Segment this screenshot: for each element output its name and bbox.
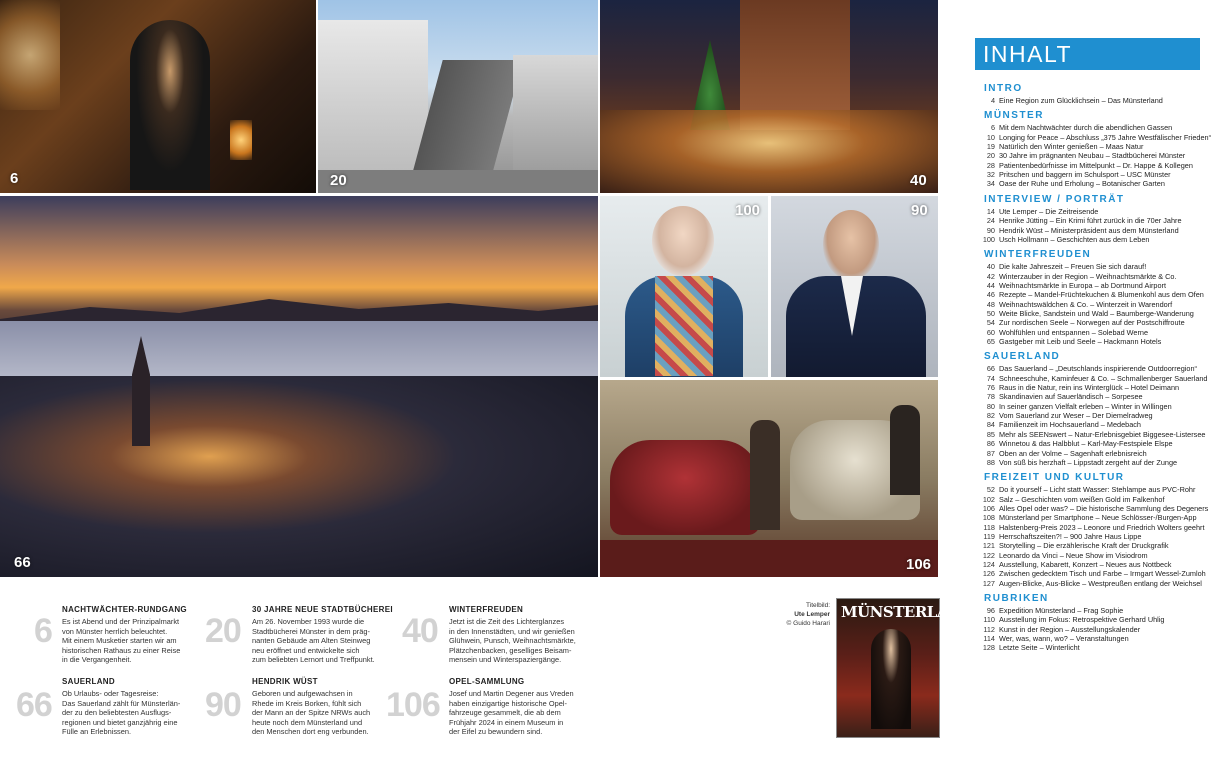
cover-person: Ute Lemper: [794, 611, 830, 618]
toc-entry-page: 54: [986, 318, 995, 328]
toc-entry-page: 126: [982, 569, 995, 579]
toc-entry[interactable]: [975, 96, 1200, 105]
caption-title: SAUERLAND: [62, 677, 115, 686]
photo-sauerland: [0, 196, 598, 577]
toc-entry[interactable]: [975, 625, 1200, 634]
toc-entry-page: 88: [986, 457, 995, 467]
caption-number: 66: [16, 686, 52, 724]
toc-entry[interactable]: [975, 569, 1206, 579]
toc-entry[interactable]: [975, 262, 1200, 271]
caption-number: 40: [402, 612, 438, 650]
toc-entry-text: In seiner ganzen Vielfalt erleben – Winter in Willingen: [999, 401, 1172, 411]
toc-entry-page: 74: [986, 373, 995, 383]
toc-entry-page: 24: [986, 216, 995, 226]
toc-entry[interactable]: [975, 634, 1200, 643]
toc-entry-text: Storytelling – Die erzählerische Kraft der Druckgrafik: [999, 541, 1169, 551]
toc-entry-page: 20: [986, 151, 995, 161]
toc-entry-text: Zwischen gedecktem Tisch und Farbe – Irmgart Wessel-Zumloh: [999, 569, 1206, 579]
toc-entry-page: 106: [982, 503, 995, 513]
toc-entry-page: 65: [986, 337, 995, 346]
toc-entry[interactable]: [975, 170, 1200, 179]
toc-entry[interactable]: [975, 420, 1200, 429]
toc-entry-page: 90: [986, 225, 995, 235]
toc-section-title: MÜNSTER: [984, 110, 1044, 122]
caption-body: Josef und Martin Degener aus Vreden haben einzigartige historische Opel- fahrzeuge gesammelt, die ab dem Frühjahr 2024 in einem Museum in der Eifel zu bewundern sind.: [449, 689, 574, 737]
toc-section-title: FREIZEIT UND KULTUR: [984, 472, 1125, 484]
toc-entry-page: 102: [982, 494, 995, 504]
toc-entry[interactable]: [975, 606, 1200, 615]
toc-entry[interactable]: [975, 179, 1200, 188]
toc-entry-text: Do it yourself – Licht statt Wasser: Stehlampe aus PVC-Rohr: [999, 485, 1196, 495]
toc-entry[interactable]: [975, 522, 1205, 532]
toc-entry-page: 118: [983, 522, 995, 532]
toc-entry[interactable]: [975, 337, 1200, 346]
toc-entry[interactable]: [975, 532, 1200, 541]
toc-entry-page: 87: [986, 448, 995, 458]
caption-number: 106: [386, 686, 440, 724]
toc-entry[interactable]: [975, 615, 1200, 624]
toc-entry[interactable]: [975, 123, 1200, 132]
photo-number: 40: [910, 172, 927, 189]
toc-entry-text: Vom Sauerland zur Weser – Der Diemelradweg: [999, 411, 1153, 421]
cover-masthead: MÜNSTERLAND: [841, 603, 974, 621]
photo-number: 106: [906, 556, 932, 573]
toc-entry[interactable]: [975, 383, 1200, 392]
toc-entry-text: Ausstellung im Fokus: Retrospektive Gerhard Uhlig: [999, 615, 1165, 625]
caption-body: Es ist Abend und der Prinzipalmarkt von Münster herrlich beleuchtet. Mit einem Musketier starten wir am historischen Rathaus zu einer Reise in die Vergangenheit.: [62, 617, 181, 665]
toc-entry-text: Leonardo da Vinci – Neue Show im Visiodrom: [999, 550, 1148, 560]
toc-entry-text: Münsterland per Smartphone – Neue Schlösser-/Burgen-App: [999, 513, 1197, 523]
toc-section-title: INTERVIEW / PORTRÄT: [984, 193, 1125, 205]
caption-number: 90: [205, 686, 241, 724]
toc-entry-text: Herrschaftszeiten?! – 900 Jahre Haus Lippe: [999, 531, 1142, 541]
toc-entry[interactable]: [975, 309, 1200, 318]
toc-entry[interactable]: [975, 513, 1200, 522]
toc-entry-text: 30 Jahre im prägnanten Neubau – Stadtbücherei Münster: [999, 151, 1186, 161]
photo-number: 66: [14, 554, 31, 571]
toc-entry-page: 48: [986, 299, 995, 309]
toc-entry-page: 84: [986, 420, 995, 430]
toc-entry-page: 60: [986, 327, 995, 337]
toc-entry-text: Ute Lemper – Die Zeitreisende: [999, 206, 1099, 216]
caption-number: 6: [34, 612, 52, 650]
toc-entry[interactable]: [975, 318, 1200, 327]
toc-entry-text: Hendrik Wüst – Ministerpräsident aus dem Münsterland: [999, 225, 1179, 235]
toc-entry[interactable]: [975, 560, 1200, 569]
toc-entry[interactable]: [975, 429, 1206, 439]
toc-entry-page: 10: [986, 132, 995, 142]
toc-entry-page: 112: [983, 624, 995, 634]
photo-weihnachtsmarkt: [600, 0, 938, 193]
toc-entry-page: 40: [986, 262, 995, 272]
toc-entry[interactable]: [975, 300, 1200, 309]
toc-entry[interactable]: [975, 373, 1208, 383]
toc-entry-text: Letzte Seite – Winterlicht: [999, 643, 1080, 653]
photo-number: 20: [330, 172, 347, 189]
toc-entry-text: Die kalte Jahreszeit – Freuen Sie sich darauf!: [999, 262, 1147, 272]
toc-entry-page: 80: [986, 401, 995, 411]
toc-entry[interactable]: [975, 449, 1200, 458]
toc-entry[interactable]: [975, 161, 1200, 170]
photo-number: 6: [10, 170, 19, 187]
toc-entry-text: Winnetou & das Halbblut – Karl-May-Festspiele Elspe: [999, 439, 1173, 449]
toc-entry[interactable]: [975, 485, 1200, 494]
toc-section-title: WINTERFREUDEN: [984, 249, 1092, 261]
cover-photo-credit: © Guido Harari: [786, 620, 830, 627]
toc-entry[interactable]: [975, 411, 1200, 420]
toc-entry-page: 4: [990, 96, 995, 105]
toc-entry-page: 19: [986, 142, 995, 152]
toc-entry-page: 82: [986, 411, 995, 421]
toc-entry-page: 32: [986, 170, 995, 180]
toc-entry[interactable]: [975, 551, 1200, 560]
toc-entry-page: 6: [990, 123, 995, 133]
toc-entry-text: Schneeschuhe, Kaminfeuer & Co. – Schmallenberger Sauerland: [999, 373, 1208, 383]
toc-entry-page: 86: [986, 439, 995, 449]
photo-wuest: [771, 196, 938, 377]
toc-entry-page: 76: [986, 383, 995, 393]
caption-body: Jetzt ist die Zeit des Lichterglanzes in den Innenstädten, und wir genießen Glühwein, Punsch, Weihnachtsmärkte, Plätzchenbacken, geselliges Beisam- mensein und Winterspaziergänge.: [449, 617, 576, 665]
toc-entry[interactable]: [975, 132, 1211, 142]
caption-body: Ob Urlaubs- oder Tagesreise: Das Sauerland zählt für Münsterlän- der zu den beliebtesten Ausflugs- regionen und bietet ganzjährig eine Fülle an Erlebnissen.: [62, 689, 181, 737]
toc-entry-text: Eine Region zum Glücklichsein – Das Münsterland: [999, 96, 1163, 105]
toc-entry-text: Oben an der Volme – Sagenhaft erlebnisreich: [999, 448, 1147, 458]
toc-entry-page: 34: [986, 179, 995, 189]
photo-opel-sammlung: [600, 380, 938, 577]
toc-entry[interactable]: [975, 495, 1200, 504]
toc-entry-page: 52: [986, 485, 995, 495]
toc-entry[interactable]: [975, 281, 1200, 290]
toc-entry-text: Winterzauber in der Region – Weihnachtsmärkte & Co.: [999, 271, 1177, 281]
toc-entry-text: Weihnachtswäldchen & Co. – Winterzeit in Warendorf: [999, 299, 1173, 309]
caption-title: 30 JAHRE NEUE STADTBÜCHEREI: [252, 605, 393, 614]
toc-entry-page: 46: [986, 290, 995, 300]
toc-section-title: SAUERLAND: [984, 351, 1061, 363]
caption-title: WINTERFREUDEN: [449, 605, 524, 614]
toc-entry-text: Gastgeber mit Leib und Seele – Hackmann Hotels: [999, 337, 1162, 346]
toc-section-title: RUBRIKEN: [984, 593, 1049, 605]
toc-entry-page: 114: [983, 634, 995, 644]
caption-number: 20: [205, 612, 241, 650]
toc-entry-page: 42: [986, 271, 995, 281]
photo-stadtbuecherei: [318, 0, 598, 193]
toc-section-title: INTRO: [984, 83, 1023, 94]
caption-title: OPEL-SAMMLUNG: [449, 677, 525, 686]
toc-entry-text: Skandinavien auf Sauerländisch – Sorpesee: [999, 392, 1143, 402]
toc-entry-text: Kunst in der Region – Ausstellungskalender: [999, 624, 1141, 634]
toc-entry-page: 100: [982, 234, 995, 244]
toc-entry-page: 128: [982, 643, 995, 653]
toc-entry[interactable]: [975, 290, 1204, 300]
toc-entry[interactable]: [975, 392, 1200, 401]
toc-entry-text: Halstenberg-Preis 2023 – Leonore und Friedrich Wolters geehrt: [999, 522, 1205, 532]
toc-entry[interactable]: [975, 235, 1200, 244]
toc-entry-text: Usch Hollmann – Geschichten aus dem Leben: [999, 234, 1150, 244]
toc-entry-text: Rezepte – Mandel-Früchtekuchen & Blumenkohl aus dem Ofen: [999, 290, 1204, 300]
toc-entry-text: Oase der Ruhe und Erholung – Botanischer Garten: [999, 179, 1165, 189]
toc-entry-page: 44: [986, 280, 995, 290]
toc-entry[interactable]: [975, 142, 1200, 151]
toc-entry-text: Alles Opel oder was? – Die historische Sammlung des Degeners: [999, 503, 1209, 513]
toc-entry[interactable]: [975, 458, 1200, 467]
toc-entry[interactable]: [975, 272, 1200, 281]
toc-entry-text: Wer, was, wann, wo? – Veranstaltungen: [999, 634, 1129, 644]
toc-entry-text: Mehr als SEENswert – Natur-Erlebnisgebiet Biggesee-Listersee: [999, 429, 1206, 439]
toc-entry-text: Raus in die Natur, rein ins Winterglück – Hotel Deimann: [999, 383, 1180, 393]
toc-entry[interactable]: [975, 579, 1200, 588]
toc-entry-page: 124: [982, 560, 995, 569]
toc-entry[interactable]: [975, 226, 1200, 235]
toc-entry-text: Henrike Jütting – Ein Krimi führt zurück in die 70er Jahre: [999, 216, 1182, 226]
caption-body: Am 26. November 1993 wurde die Stadtbücherei Münster in dem präg- nanten Gebäude am Alten Steinweg neu eröffnet und entwickelte sich zum beliebten Lernort und Treffpunkt.: [252, 617, 375, 665]
toc-entry-text: Weihnachtsmärkte in Europa – ab Dortmund Airport: [999, 280, 1166, 290]
toc-entry-text: Mit dem Nachtwächter durch die abendlichen Gassen: [999, 123, 1173, 133]
toc-entry[interactable]: [975, 643, 1200, 652]
toc-entry-page: 28: [986, 160, 995, 170]
toc-entry[interactable]: [975, 439, 1200, 448]
toc-entry-text: Von süß bis herzhaft – Lippstadt zergeht auf der Zunge: [999, 457, 1178, 467]
toc-entry[interactable]: [975, 402, 1200, 411]
toc-entry-text: Wohlfühlen und entspannen – Solebad Werne: [999, 327, 1149, 337]
caption-body: Geboren und aufgewachsen in Rhede im Kreis Borken, fühlt sich der Mann an der Spitze NRWs auch heute noch dem Münsterland und den Menschen dort eng verbunden.: [252, 689, 371, 737]
toc-entry-page: 50: [986, 308, 995, 318]
caption-title: NACHTWÄCHTER-RUNDGANG: [62, 605, 187, 614]
toc-entry[interactable]: [975, 207, 1200, 216]
toc-entry-text: Salz – Geschichten vom weißen Gold im Falkenhof: [999, 494, 1165, 504]
toc-entry[interactable]: [975, 364, 1200, 373]
photo-number: 90: [911, 202, 928, 219]
toc-entry-text: Zur nordischen Seele – Norwegen auf der Postschiffroute: [999, 318, 1185, 328]
toc-entry-text: Pritschen und baggern im Schulsport – USC Münster: [999, 170, 1171, 180]
cover-image: [836, 598, 974, 738]
toc-entry[interactable]: [975, 503, 1209, 513]
toc-entry-page: 121: [982, 541, 995, 551]
photo-hollmann: [600, 196, 768, 377]
toc-entry-text: Patientenbedürfnisse im Mittelpunkt – Dr. Happe & Kollegen: [999, 160, 1193, 170]
toc-entry-text: Augen-Blicke, Aus-Blicke – Westpreußen entlang der Weichsel: [999, 578, 1202, 588]
toc-entry-page: 122: [982, 550, 995, 560]
toc-entry[interactable]: [975, 151, 1200, 160]
toc-entry-text: Weite Blicke, Sandstein und Wald – Baumberge-Wanderung: [999, 308, 1194, 318]
toc-entry-text: Familienzeit im Hochsauerland – Medebach: [999, 420, 1141, 430]
cover-label: Titelbild:: [806, 602, 830, 609]
toc-entry[interactable]: [975, 216, 1200, 225]
toc-entry-text: Expedition Münsterland – Frag Sophie: [999, 606, 1124, 616]
toc-entry-page: 66: [986, 364, 995, 374]
toc-entry-text: Longing for Peace – Abschluss „375 Jahre Westfälischer Frieden“: [999, 132, 1211, 142]
toc-entry-text: Das Sauerland – „Deutschlands inspirierende Outdoorregion“: [999, 364, 1197, 374]
caption-title: HENDRIK WÜST: [252, 677, 318, 686]
toc-entry-page: 119: [983, 531, 995, 541]
photo-number: 100: [735, 202, 761, 219]
toc-entry-page: 110: [983, 615, 995, 625]
toc-entry[interactable]: [975, 541, 1200, 550]
photo-nachtwaechter: [0, 0, 316, 193]
toc-entry-page: 85: [986, 429, 995, 439]
toc-entry-page: 14: [986, 206, 995, 216]
toc-entry-page: 78: [986, 392, 995, 402]
toc-heading: INHALT: [975, 38, 1200, 70]
toc-entry[interactable]: [975, 328, 1200, 337]
toc-entry-page: 108: [982, 513, 995, 523]
toc-entry-text: Natürlich den Winter genießen – Maas Natur: [999, 142, 1144, 152]
toc-entry-page: 127: [982, 578, 995, 588]
toc-entry-text: Ausstellung, Kabarett, Konzert – Neues aus Nottbeck: [999, 560, 1172, 569]
toc-entry-page: 96: [986, 606, 995, 616]
